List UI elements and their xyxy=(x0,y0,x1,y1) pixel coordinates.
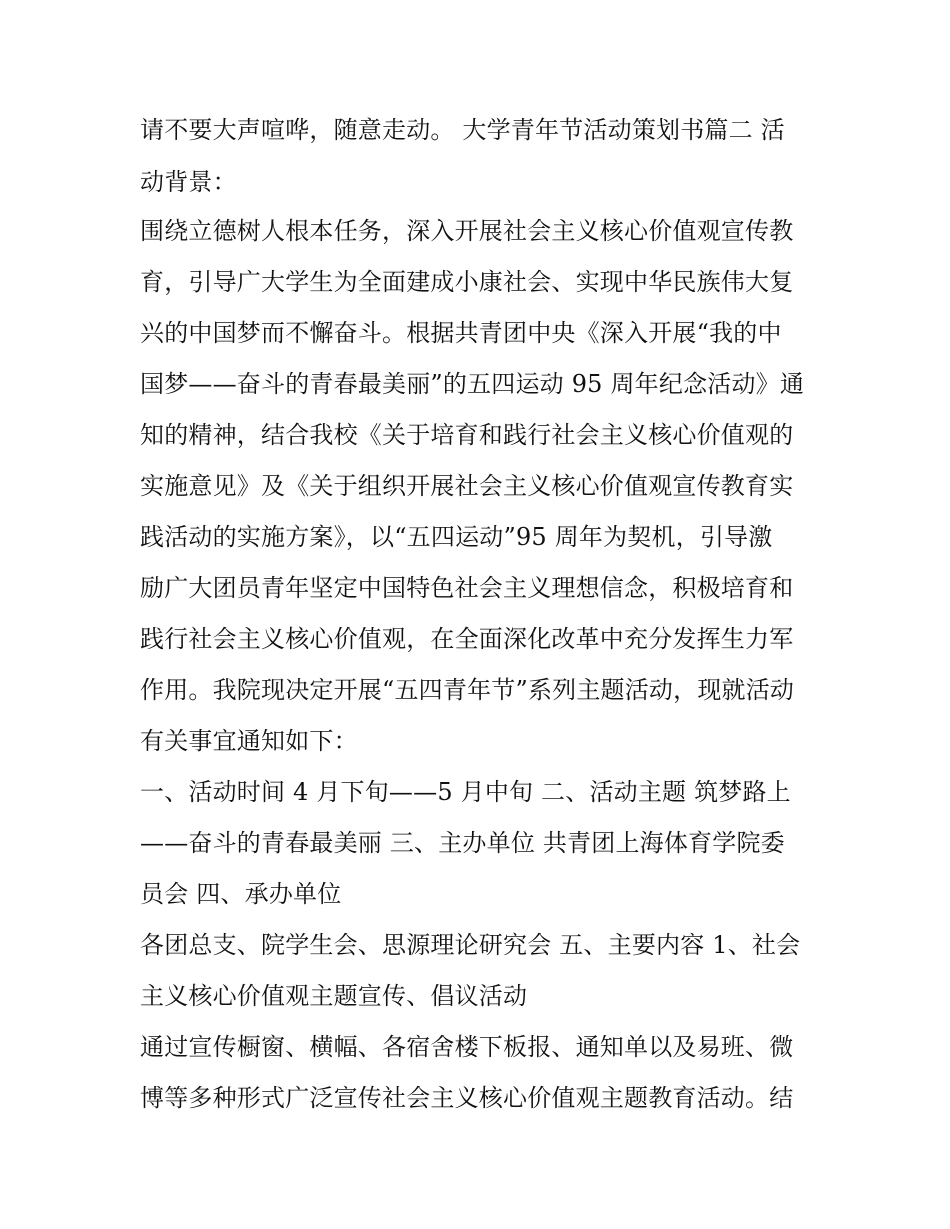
text-line: 践行社会主义核心价值观，在全面深化改革中充分发挥生力军 xyxy=(140,625,794,653)
text-line: 请不要大声喧哗，随意走动。 大学青年节活动策划书篇二 活 xyxy=(140,116,785,144)
text-line: 各团总支、院学生会、思源理论研究会 五、主要内容 1、社会 xyxy=(140,931,801,959)
text-line: 作用。我院现决定开展“五四青年节”系列主题活动，现就活动 xyxy=(140,676,795,704)
text-line: 国梦——奋斗的青春最美丽”的五四运动 95 周年纪念活动》通 xyxy=(140,370,805,398)
text-line: 动背景： xyxy=(140,168,237,196)
text-line: 员会 四、承办单位 xyxy=(140,880,342,908)
text-line: 兴的中国梦而不懈奋斗。根据共青团中央《深入开展“我的中 xyxy=(140,319,782,347)
text-line: ——奋斗的青春最美丽 三、主办单位 共青团上海体育学院委 xyxy=(140,829,785,857)
text-line: 主义核心价值观主题宣传、倡议活动 xyxy=(140,982,528,1010)
text-line: 践活动的实施方案》，以“五四运动”95 周年为契机，引导激 xyxy=(140,523,773,551)
text-line: 育，引导广大学生为全面建成小康社会、实现中华民族伟大复 xyxy=(140,268,794,296)
text-line: 围绕立德树人根本任务，深入开展社会主义核心价值观宣传教 xyxy=(140,217,794,245)
text-line: 实施意见》及《关于组织开展社会主义核心价值观宣传教育实 xyxy=(140,472,794,500)
text-line: 博等多种形式广泛宣传社会主义核心价值观主题教育活动。结 xyxy=(140,1084,794,1112)
text-line: 通过宣传橱窗、横幅、各宿舍楼下板报、通知单以及易班、微 xyxy=(140,1033,794,1061)
text-line: 励广大团员青年坚定中国特色社会主义理想信念，积极培育和 xyxy=(140,574,794,602)
text-line: 知的精神，结合我校《关于培育和践行社会主义核心价值观的 xyxy=(140,421,794,449)
text-line: 有关事宜通知如下： xyxy=(140,727,358,755)
text-line: 一、活动时间 4 月下旬——5 月中旬 二、活动主题 筑梦路上 xyxy=(140,778,791,806)
